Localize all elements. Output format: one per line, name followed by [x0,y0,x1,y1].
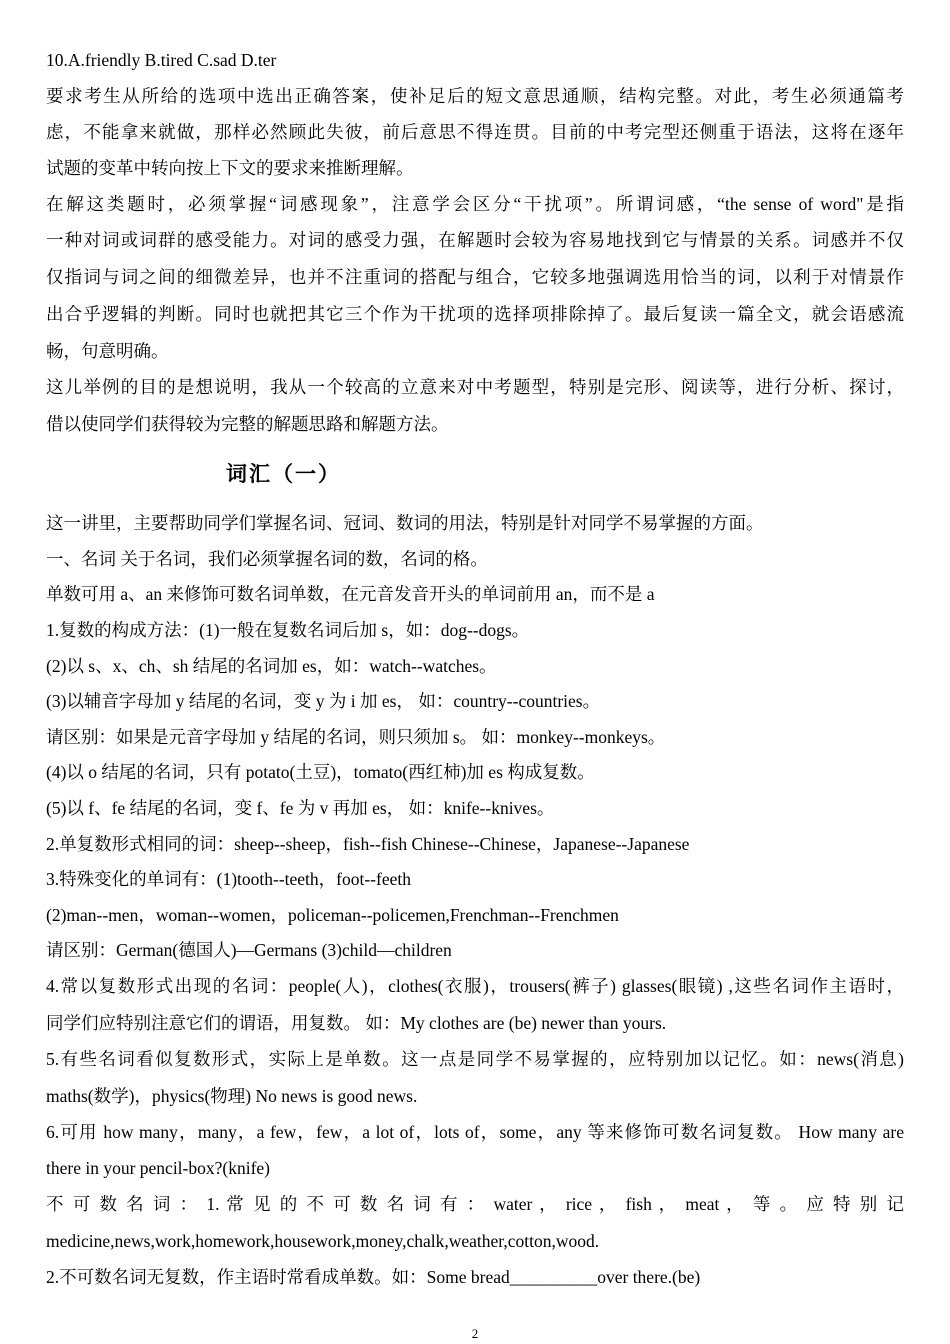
line: 不 可 数 名 词 ： 1. 常 见 的 不 可 数 名 词 有 ： water ， rice ， fish ， meat ， 等 。 应 特 别 记 [46,1194,904,1214]
line: 3.特殊变化的单词有：(1)tooth--teeth，foot--feeth [46,869,411,889]
line: 请区别：German(德国人)—Germans (3)child—children [46,940,452,960]
line: (5)以 f、fe 结尾的名词，变 f、fe 为 v 再加 es， 如：knife--knives。 [46,798,555,818]
line: 出合乎逻辑的判断。同时也就把其它三个作为干扰项的选择项排除掉了。最后复读一篇全文，就会语感流 [46,304,904,324]
section-heading: 词汇（一） [226,461,341,486]
line: 2.单复数形式相同的词：sheep--sheep，fish--fish Chinese--Chinese，Japanese--Japanese [46,834,690,854]
line: 1.复数的构成方法：(1)一般在复数名词后加 s，如：dog--dogs。 [46,620,530,640]
line: (4)以 o 结尾的名词，只有 potato(土豆)，tomato(西红柿)加 es 构成复数。 [46,762,595,782]
line: 10.A.friendly B.tired C.sad D.ter [46,50,277,70]
line: 一、名词 关于名词，我们必须掌握名词的数，名词的格。 [46,549,488,569]
line: (2)以 s、x、ch、sh 结尾的名词加 es，如：watch--watches。 [46,656,497,676]
line: 这一讲里，主要帮助同学们掌握名词、冠词、数词的用法，特别是针对同学不易掌握的方面。 [46,513,764,533]
page-number: 2 [471,1326,479,1341]
line: 借以使同学们获得较为完整的解题思路和解题方法。 [46,414,449,434]
line: 6.可用 how many，many，a few，few，a lot of，lots of，some，any 等来修饰可数名词复数。 How many are [46,1122,904,1142]
line: 要求考生从所给的选项中选出正确答案，使补足后的短文意思通顺，结构完整。对此，考生必须通篇考 [46,86,904,106]
line: 虑，不能拿来就做，那样必然顾此失彼，前后意思不得连贯。目前的中考完型还侧重于语法，这将在逐年 [46,122,904,142]
line: 试题的变革中转向按上下文的要求来推断理解。 [46,158,414,178]
line: 4.常以复数形式出现的名词：people(人)，clothes(衣服)，trousers(裤子) glasses(眼镜) ,这些名词作主语时， [46,976,904,996]
line: 仅指词与词之间的细微差异，也并不注重词的搭配与组合，它较多地强调选用恰当的词，以利于对情景作 [46,267,904,287]
line: 5.有些名词看似复数形式，实际上是单数。这一点是同学不易掌握的，应特别加以记忆。如：news(消息) [46,1049,904,1069]
line: 同学们应特别注意它们的谓语，用复数。 如：My clothes are (be) newer than yours. [46,1013,667,1033]
line: 这儿举例的目的是想说明，我从一个较高的立意来对中考题型，特别是完形、阅读等，进行分析、探讨， [46,377,904,397]
line: 畅，句意明确。 [46,341,169,361]
line: (2)man--men，woman--women，policeman--policemen,Frenchman--Frenchmen [46,905,619,925]
line: (3)以辅音字母加 y 结尾的名词，变 y 为 i 加 es， 如：country--countries。 [46,691,601,711]
line: there in your pencil-box?(knife) [46,1158,271,1178]
line: 在解这类题时，必须掌握“词感现象”，注意学会区分“干扰项”。所谓词感，“the sense of word"是指 [46,194,904,214]
line: 2.不可数名词无复数，作主语时常看成单数。如：Some bread__________over there.(be) [46,1267,701,1287]
line: maths(数学)，physics(物理) No news is good news. [46,1086,418,1106]
line: medicine,news,work,homework,housework,money,chalk,weather,cotton,wood. [46,1231,600,1251]
line: 一种对词或词群的感受能力。对词的感受力强，在解题时会较为容易地找到它与情景的关系。词感并不仅 [46,230,904,250]
line: 单数可用 a、an 来修饰可数名词单数，在元音发音开头的单词前用 an，而不是 a [46,584,655,604]
line: 请区别：如果是元音字母加 y 结尾的名词，则只须加 s。 如：monkey--monkeys。 [46,727,666,747]
